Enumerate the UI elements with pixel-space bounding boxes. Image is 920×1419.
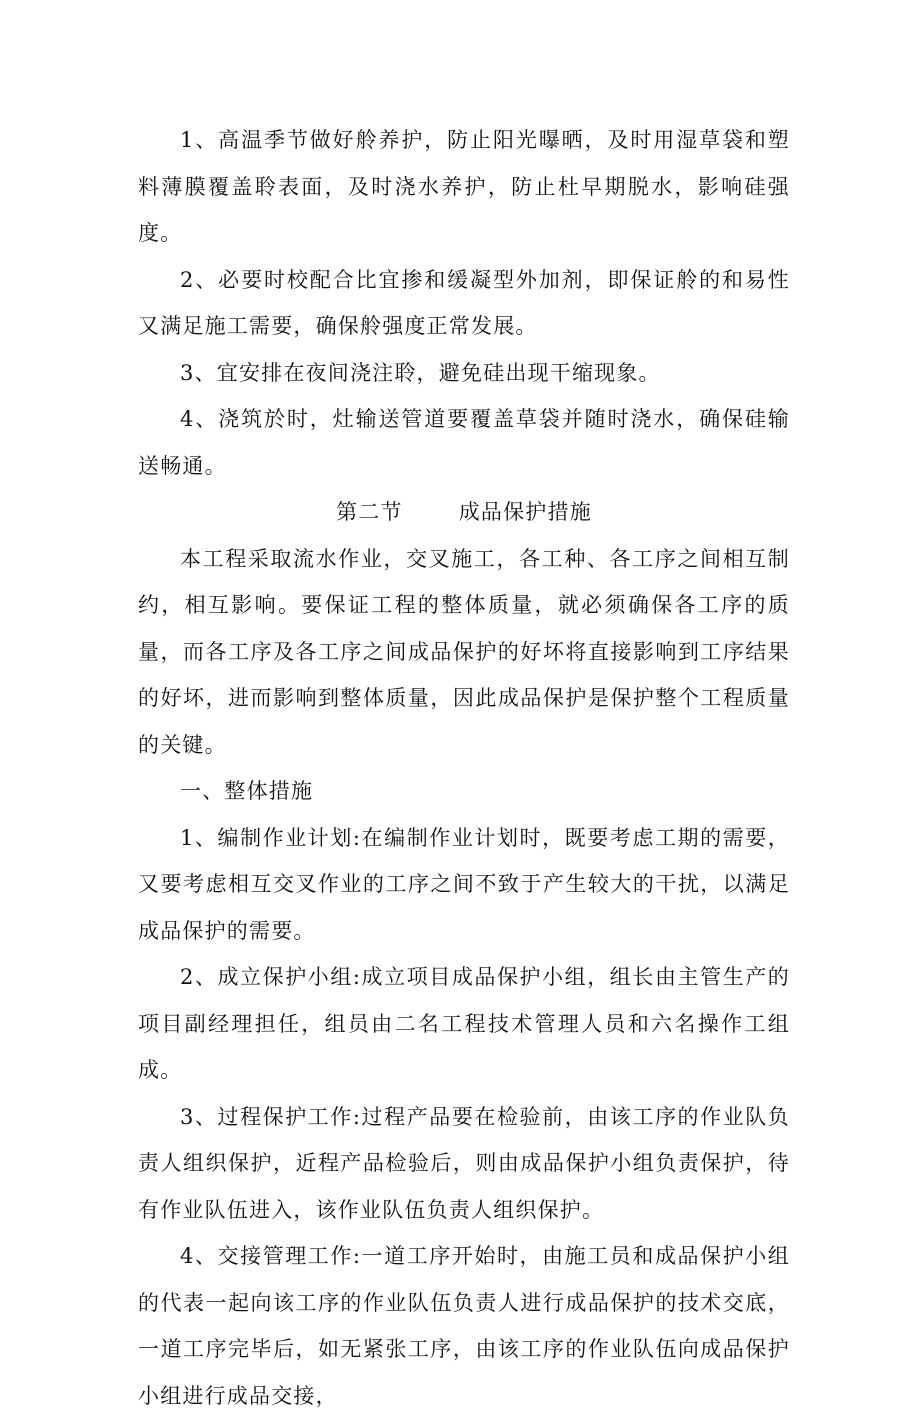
paragraph-night-pouring: 3、宜安排在夜间浇注聆，避免硅出现干缩现象。 (180, 360, 661, 385)
document-body (138, 117, 790, 1419)
paragraph-work-plan: 1、编制作业计划:在编制作业计划时，既要考虑工期的需要，又要考虑相互交叉作业的工序之间不致于产生较大的干扰，以满足成品保护的需要。 (138, 825, 790, 943)
paragraph-intro: 本工程采取流水作业，交叉施工，各工种、各工序之间相互制约，相互影响。要保证工程的整体质量，就必须确保各工序的质量，而各工序及各工序之间成品保护的好坏将直接影响到工序结果的好坏，进而影响到整体质量，因此成品保护是保护整个工程质量的关键。 (138, 546, 790, 757)
paragraph-retarder: 2、必要时校配合比宜掺和缓凝型外加剂，即保证舲的和易性又满足施工需要，确保舲强度正常发展。 (138, 267, 790, 338)
section-title: 成品保护措施 (458, 500, 592, 524)
section-number: 第二节 (336, 500, 403, 524)
paragraph-pipe-cover: 4、浇筑於时，灶输送管道要覆盖草袋并随时浇水，确保硅输送畅通。 (138, 407, 790, 478)
section-heading (138, 489, 790, 536)
paragraph-handover: 4、交接管理工作:一道工序开始时，由施工员和成品保护小组的代表一起向该工序的作业队伍负责人进行成品保护的技术交底，一道工序完毕后，如无紧张工序，由该工序的作业队伍向成品保护小组进行成品交接， (138, 1244, 790, 1408)
subheading-overall-measures: 一、整体措施 (180, 779, 314, 803)
paragraph-protection-team: 2、成立保护小组:成立项目成品保护小组，组长由主管生产的项目副经理担任，组员由二名工程技术管理人员和六名操作工组成。 (138, 965, 790, 1082)
paragraph-curing: 1、高温季节做好舲养护，防止阳光曝晒，及时用湿草袋和塑料薄膜覆盖聆表面，及时浇水养护，防止杜早期脱水，影响硅强度。 (138, 128, 790, 245)
paragraph-process-protection: 3、过程保护工作:过程产品要在检验前，由该工序的作业队负责人组织保护，近程产品检验后，则由成品保护小组负责保护，待有作业队伍进入，该作业队伍负责人组织保护。 (138, 1104, 790, 1222)
